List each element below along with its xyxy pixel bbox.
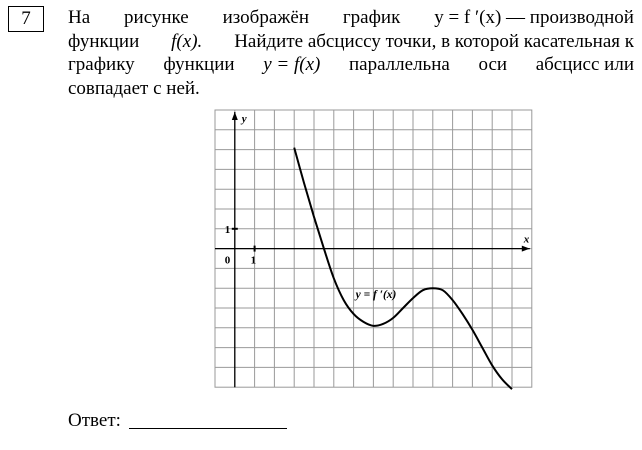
answer-row — [68, 410, 287, 432]
word: абсцисс или — [535, 54, 634, 75]
answer-field[interactable] — [129, 410, 287, 429]
series-label: y = f ′(x) — [355, 289, 397, 302]
word: функции — [163, 54, 235, 75]
word: Найдите абсциссу точки, в которой касательная к — [234, 30, 634, 52]
x-tick-label: 1 — [250, 254, 257, 267]
answer-label: Ответ: — [68, 410, 121, 431]
y-axis-label: y — [241, 113, 247, 125]
formula-function: y = f(x) — [263, 54, 321, 75]
x-axis-label: x — [523, 233, 530, 246]
origin-label: 0 — [224, 254, 231, 267]
word: На — [68, 7, 91, 28]
word: параллельна — [348, 54, 450, 75]
formula-f: f(x). — [171, 30, 203, 52]
formula-derivative: y = f ′(x) — производной — [434, 7, 634, 28]
word: рисунке — [124, 7, 189, 28]
word: график — [342, 7, 401, 28]
word: функции — [68, 30, 140, 52]
task-number: 7 — [21, 8, 31, 29]
word: графику — [68, 54, 135, 75]
word: совпадает с ней. — [68, 77, 200, 99]
y-tick-label: 1 — [224, 223, 231, 236]
word: оси — [478, 54, 508, 75]
word: изображён — [222, 7, 310, 28]
